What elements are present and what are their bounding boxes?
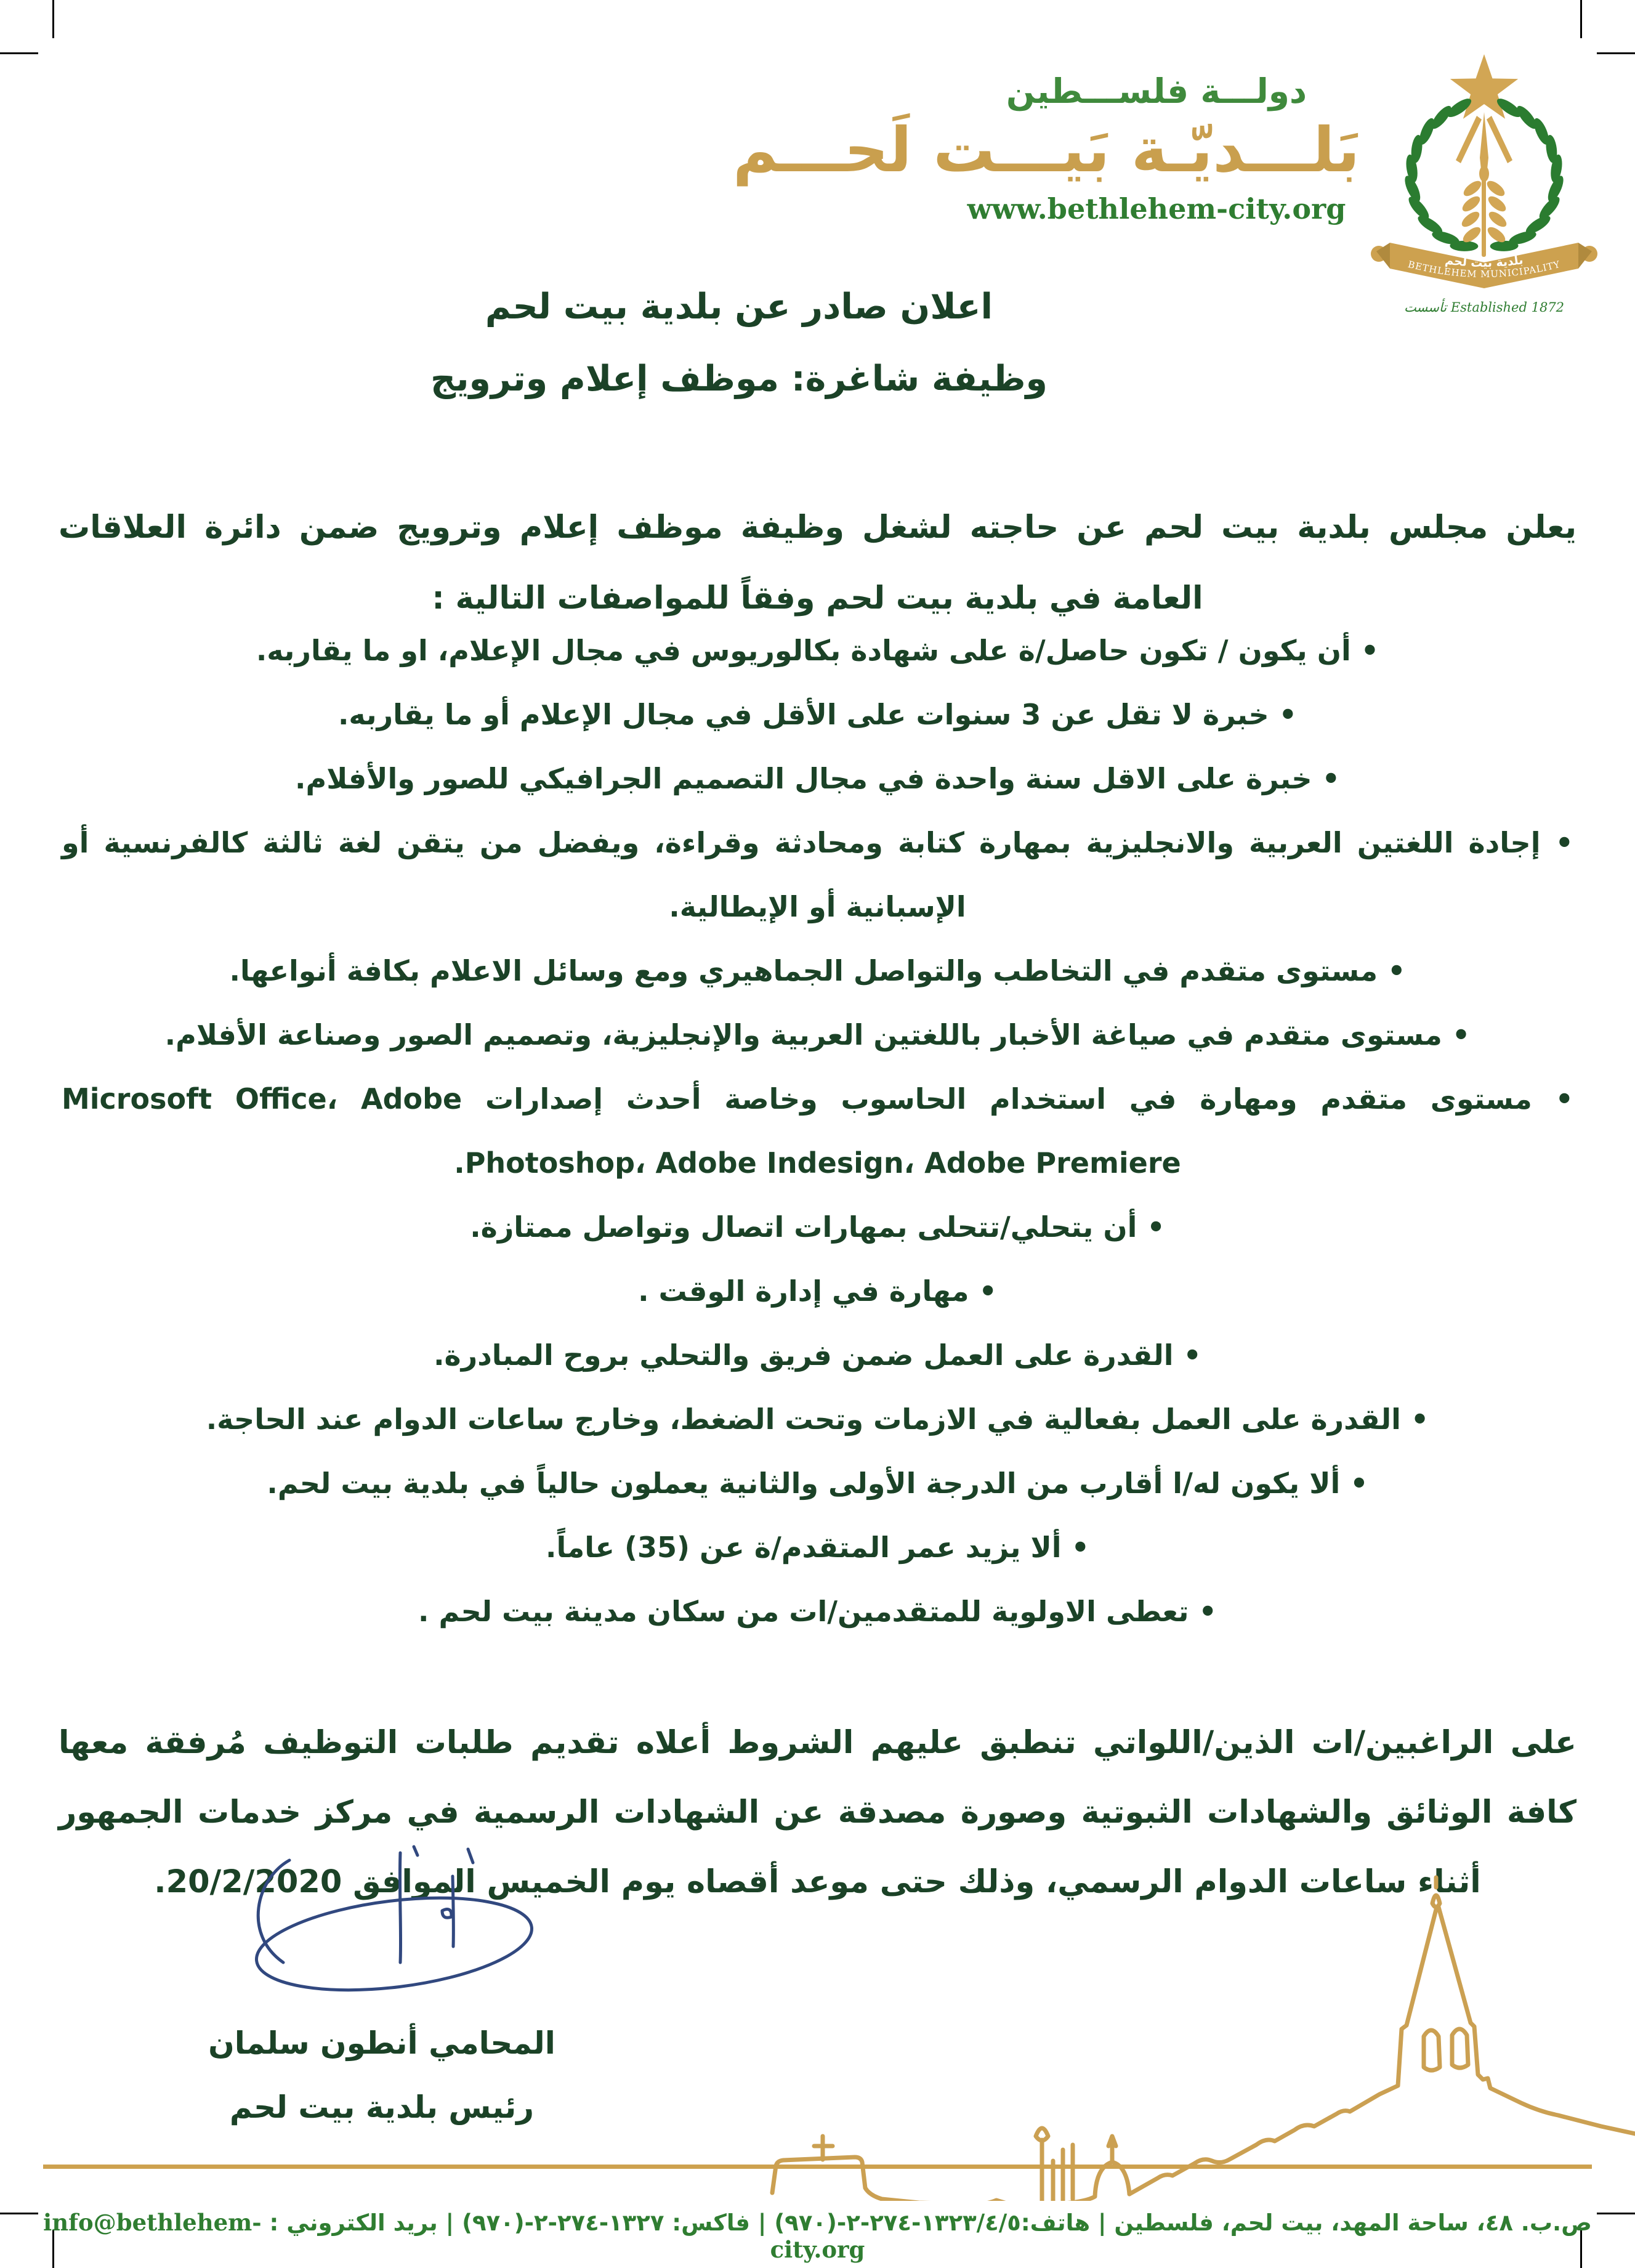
footer-email-label: بريد الكتروني : <box>261 2209 438 2236</box>
announcement-title <box>0 271 1478 415</box>
requirement-item: • القدرة على العمل ضمن فريق والتحلي بروح المبادرة. <box>62 1323 1573 1387</box>
emblem-english-name: BETHLEHEM MUNICIPALITY <box>1407 258 1562 280</box>
requirement-item: • إجادة اللغتين العربية والانجليزية بمهارة كتابة ومحادثة وقراءة، ويفضل من يتقن لغة ثالثة كالفرنسية أو الإسبانية أو الإيطالية. <box>62 811 1573 939</box>
footer-contact-bar <box>34 2209 1601 2263</box>
requirement-item: • ألا يزيد عمر المتقدم/ة عن (35) عاماً. <box>62 1515 1573 1579</box>
title-line-2: وظيفة شاغرة: موظف إعلام وترويج <box>430 358 1048 399</box>
requirements-list <box>62 618 1573 1643</box>
crop-mark <box>1580 0 1582 38</box>
footer-divider-line <box>43 2165 1592 2169</box>
signature-block <box>145 1841 619 2139</box>
requirement-item: • تعطى الاولوية للمتقدمين/ات من سكان مدينة بيت لحم . <box>62 1579 1573 1643</box>
handwritten-signature <box>197 1841 567 2016</box>
emblem-arabic-name: بلدية بيت لحم <box>1444 253 1524 270</box>
footer-address-phones: ص.ب. ٤٨، ساحة المهد، بيت لحم، فلسطين | هاتف:١٣٢٣/٤/٥-٢٧٤-٢-(٩٧٠) | فاكس: ١٣٢٧-٢٧٤-٢-(٩٧٠) | <box>437 2209 1592 2236</box>
requirement-item: • مستوى متقدم في صياغة الأخبار باللغتين العربية والإنجليزية، وتصميم الصور وصناعة الأفلام. <box>62 1003 1573 1067</box>
emblem-established-text: Established 1872 تأسست <box>1403 300 1565 315</box>
title-line-1: اعلان صادر عن بلدية بيت لحم <box>485 286 993 327</box>
footer-email-link[interactable]: info@bethlehem-city.org <box>43 2209 865 2263</box>
requirement-item: • ألا يكون له/ا أقارب من الدرجة الأولى والثانية يعملون حالياً في بلدية بيت لحم. <box>62 1451 1573 1515</box>
requirement-item: • أن يكون / تكون حاصل/ة على شهادة بكالوريوس في مجال الإعلام، او ما يقاربه. <box>62 618 1573 682</box>
requirement-item: • القدرة على العمل بفعالية في الازمات وتحت الضغط، وخارج ساعات الدوام عند الحاجة. <box>62 1387 1573 1451</box>
municipality-name-calligraphy: بَلـــديّـة بَيـــت لَحـــم <box>732 114 1360 186</box>
crop-mark <box>0 52 38 54</box>
signatory-name: المحامي أنطون سلمان <box>208 2025 555 2061</box>
bethlehem-skyline-illustration <box>764 1871 1635 2201</box>
requirement-item: • مهارة في إدارة الوقت . <box>62 1259 1573 1323</box>
crop-mark <box>52 0 54 38</box>
requirement-item: • خبرة على الاقل سنة واحدة في مجال التصميم الجرافيكي للصور والأفلام. <box>62 747 1573 811</box>
requirement-item: • مستوى متقدم في التخاطب والتواصل الجماهيري ومع وسائل الاعلام بكافة أنواعها. <box>62 939 1573 1003</box>
intro-paragraph: يعلن مجلس بلدية بيت لحم عن حاجته لشغل وظيفة موظف إعلام وترويج ضمن دائرة العلاقات العامة في بلدية بيت لحم وفقاً للمواصفات التالية : <box>59 509 1576 617</box>
signatory-role: رئيس بلدية بيت لحم <box>229 2089 535 2125</box>
state-name: دولـــة فلســـطين <box>1006 71 1307 111</box>
application-instructions-paragraph: على الراغبين/ات الذين/اللواتي تنطبق عليهم الشروط أعلاه تقديم طلبات التوظيف مُرفقة معها كافة الوثائق والشهادات الثبوتية وصورة مصدقة عن الشهادات الرسمية في مركز خدمات الجمهور أثناء ساعات الدوام الرسمي، وذلك حتى موعد أقصاه يوم الخميس الموافق 20/2/2020. <box>59 1725 1576 1900</box>
crop-mark <box>1597 2213 1635 2214</box>
crop-mark <box>0 2213 38 2214</box>
requirement-item: • خبرة لا تقل عن 3 سنوات على الأقل في مجال الإعلام أو ما يقاربه. <box>62 682 1573 747</box>
requirement-item: • أن يتحلي/تتحلى بمهارات اتصال وتواصل ممتازة. <box>62 1195 1573 1259</box>
letterhead <box>732 71 1360 225</box>
requirement-item: • مستوى متقدم ومهارة في استخدام الحاسوب وخاصة أحدث إصدارات Microsoft Office، Adobe Photoshop، Adobe Indesign، Adobe Premiere. <box>62 1067 1573 1195</box>
website-link[interactable]: www.bethlehem-city.org <box>967 192 1346 225</box>
